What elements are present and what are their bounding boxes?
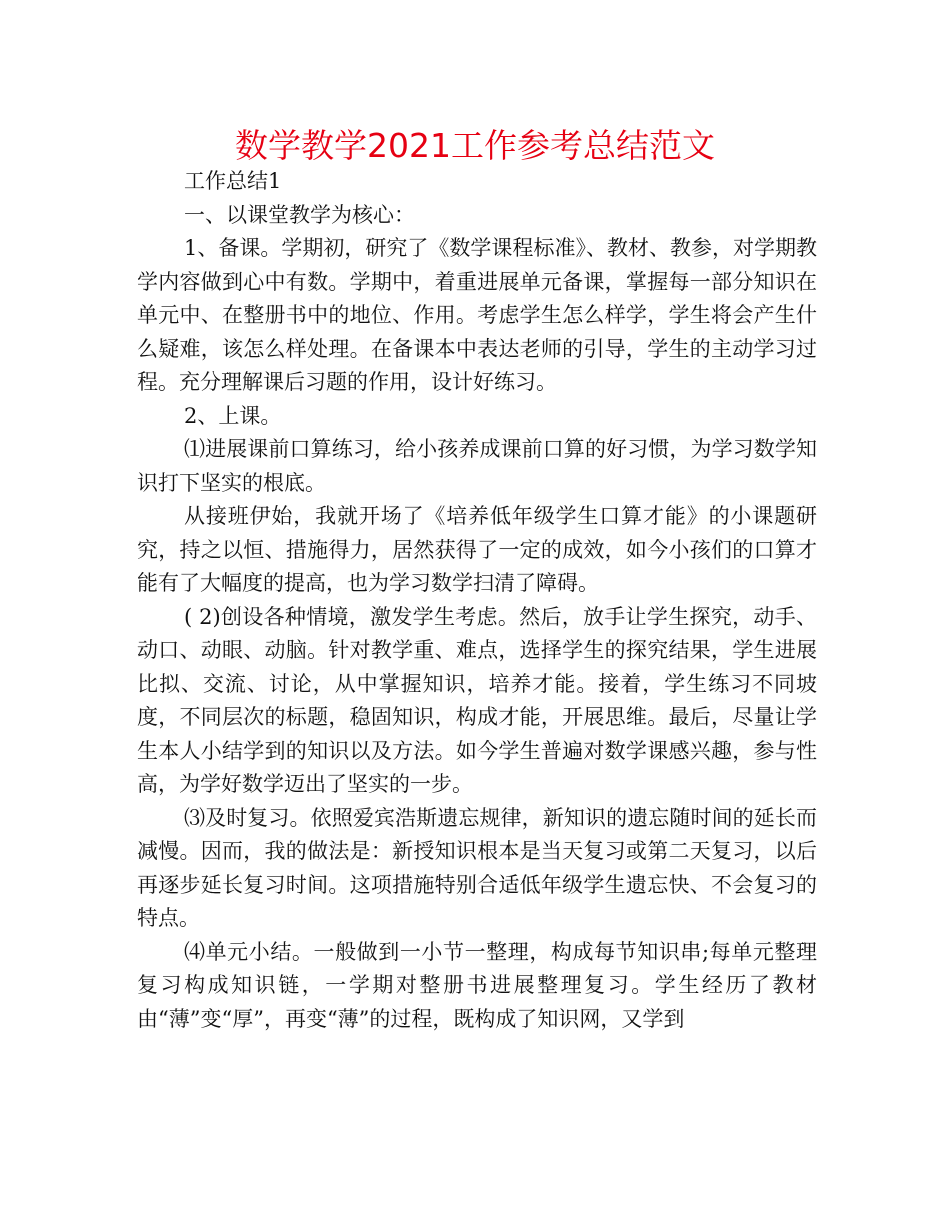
paragraph-review: ⑶及时复习。依照爱宾浩斯遗忘规律，新知识的遗忘随时间的延长而减慢。因而，我的做法是：新授知识根本是当天复习或第二天复习，以后再逐步延长复习时间。这项措施特别合适低年级学生遗忘快、不会复习的特点。 bbox=[137, 805, 817, 930]
paragraph-unit-summary: ⑷单元小结。一般做到一小节一整理，构成每节知识串;每单元整理复习构成知识链，一学期对整册书进展整理复习。学生经历了教材由“薄”变“厚”，再变“薄”的过程，既构成了知识网，又学到 bbox=[137, 939, 817, 1031]
paragraph-heading-summary-1: 工作总结1 bbox=[184, 169, 282, 193]
paragraph-oral-practice: ⑴进展课前口算练习，给小孩养成课前口算的好习惯，为学习数学知识打下坚实的根底。 bbox=[137, 437, 817, 495]
document-body bbox=[137, 165, 817, 1036]
paragraph-situations: ( 2)创设各种情境，激发学生考虑。然后，放手让学生探究，动手、动口、动眼、动脑。针对教学重、难点，选择学生的探究结果，学生进展比拟、交流、讨论，从中掌握知识，培养才能。接着，学生练习不同坡度，不同层次的标题，稳固知识，构成才能，开展思维。最后，尽量让学生本人小结学到的知识以及方法。如今学生普遍对数学课感兴趣，参与性高，为学好数学迈出了坚实的一步。 bbox=[137, 604, 817, 796]
paragraph-lesson-prep: 1、备课。学期初，研究了《数学课程标准》、教材、教参，对学期教学内容做到心中有数。学期中，着重进展单元备课，掌握每一部分知识在单元中、在整册书中的地位、作用。考虑学生怎么样学，学生将会产生什么疑难，该怎么样处理。在备课本中表达老师的引导，学生的主动学习过程。充分理解课后习题的作用，设计好练习。 bbox=[137, 236, 817, 394]
paragraph-class-heading: 2、上课。 bbox=[184, 403, 282, 428]
paragraph-oral-research: 从接班伊始，我就开场了《培养低年级学生口算才能》的小课题研究，持之以恒、措施得力，居然获得了一定的成效，如今小孩们的口算才能有了大幅度的提高，也为学习数学扫清了障碍。 bbox=[137, 504, 817, 595]
paragraph-section-1-heading: 一、以课堂教学为核心： bbox=[184, 202, 415, 227]
document-title: 数学教学2021工作参考总结范文 bbox=[235, 126, 715, 165]
